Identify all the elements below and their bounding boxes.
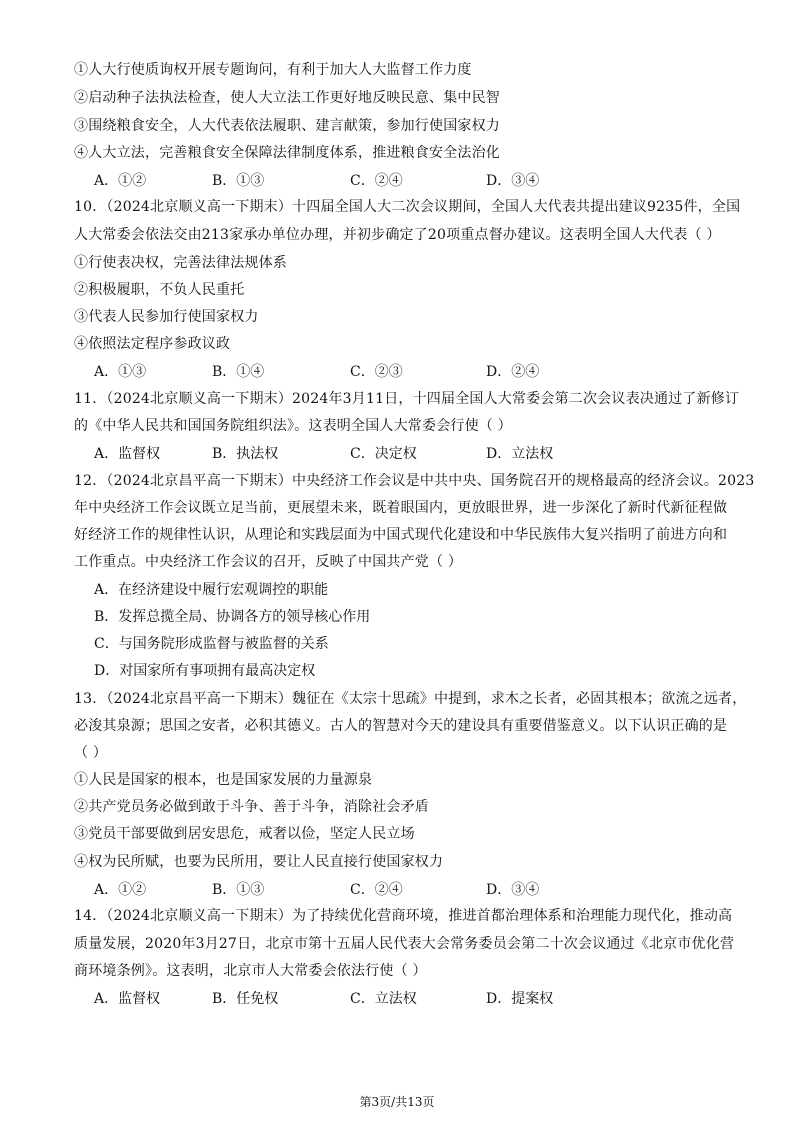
q14-option-c: C．立法权 — [350, 991, 417, 1007]
q13-stem-line-3: （ ） — [74, 745, 108, 761]
q11-option-d: D．立法权 — [486, 446, 554, 462]
q12-option-a: A．在经济建设中履行宏观调控的职能 — [94, 582, 329, 598]
q10-option-c: C．②③ — [350, 364, 403, 380]
q9-item-1: ①人大行使质询权开展专题询问，有利于加大人大监督工作力度 — [74, 62, 472, 78]
q14-option-b: B．任免权 — [212, 991, 279, 1007]
q14-stem-line-2: 质量发展，2020年3月27日，北京市第十五届人民代表大会常务委员会第二十次会议通过《北京市优化营 — [74, 936, 735, 952]
page-number-footer: 第3页/共13页 — [359, 1095, 435, 1109]
q11-option-b: B．执法权 — [212, 446, 279, 462]
q10-option-b: B．①④ — [212, 364, 265, 380]
q14-option-d: D．提案权 — [486, 991, 554, 1007]
q12-stem-line-2: 年中央经济工作会议既立足当前，更展望未来，既着眼国内，更放眼世界，进一步深化了新时代新征程做 — [74, 500, 728, 516]
q10-stem-line-2: 人大常委会依法交由213家承办单位办理，并初步确定了20项重点督办建议。这表明全国人大代表（ ） — [74, 227, 721, 243]
q14-option-a: A．监督权 — [94, 991, 161, 1007]
q9-item-3: ③围绕粮食安全，人大代表依法履职、建言献策，参加行使国家权力 — [74, 118, 500, 134]
q10-option-a: A．①③ — [94, 364, 147, 380]
q10-option-d: D．②④ — [486, 364, 540, 380]
q14-stem-line-3: 商环境条例》。这表明，北京市人大常委会依法行使（ ） — [74, 963, 427, 979]
q13-item-3: ③党员干部要做到居安思危，戒奢以俭，坚定人民立场 — [74, 826, 415, 842]
q10-item-3: ③代表人民参加行使国家权力 — [74, 309, 259, 325]
q11-stem-line-1: 11．（2024北京顺义高一下期末）2024年3月11日，十四届全国人大常委会第二次会议表决通过了新修订 — [74, 391, 740, 407]
q11-option-c: C．决定权 — [350, 446, 417, 462]
q9-option-b: B．①③ — [212, 173, 265, 189]
q9-option-d: D．③④ — [486, 173, 540, 189]
q11-stem-line-2: 的《中华人民共和国国务院组织法》。这表明全国人大常委会行使（ ） — [74, 418, 512, 434]
q13-stem-line-1: 13．（2024北京昌平高一下期末）魏征在《太宗十思疏》中提到，求木之长者，必固其根本；欲流之远者， — [74, 691, 747, 707]
q13-option-a: A．①② — [94, 882, 147, 898]
q12-option-b: B．发挥总揽全局、协调各方的领导核心作用 — [94, 609, 371, 625]
q11-option-a: A．监督权 — [94, 446, 161, 462]
q9-option-a: A．①② — [94, 173, 147, 189]
q13-stem-line-2: 必浚其泉源；思国之安者，必积其德义。古人的智慧对今天的建设具有重要借鉴意义。以下认识正确的是 — [74, 718, 728, 734]
q13-item-1: ①人民是国家的根本，也是国家发展的力量源泉 — [74, 772, 373, 788]
q13-item-4: ④权为民所赋，也要为民所用，要让人民直接行使国家权力 — [74, 854, 444, 870]
q13-item-2: ②共产党员务必做到敢于斗争、善于斗争，消除社会矛盾 — [74, 799, 429, 815]
q10-item-1: ①行使表决权，完善法律法规体系 — [74, 255, 287, 271]
q13-option-c: C．②④ — [350, 882, 403, 898]
q12-stem-line-3: 好经济工作的规律性认识，从理论和实践层面为中国式现代化建设和中华民族伟大复兴指明了前进方向和 — [74, 527, 728, 543]
q13-option-d: D．③④ — [486, 882, 540, 898]
q12-stem-line-1: 12．（2024北京昌平高一下期末）中央经济工作会议是中共中央、国务院召开的规格最高的经济会议。2023 — [74, 473, 755, 489]
q12-stem-line-4: 工作重点。中央经济工作会议的召开，反映了中国共产党（ ） — [74, 554, 463, 570]
q14-stem-line-1: 14．（2024北京顺义高一下期末）为了持续优化营商环境，推进首都治理体系和治理能力现代化，推动高 — [74, 908, 733, 924]
q10-stem-line-1: 10．（2024北京顺义高一下期末）十四届全国人大二次会议期间，全国人大代表共提出建议9235件，全国 — [74, 199, 741, 215]
q10-item-2: ②积极履职，不负人民重托 — [74, 282, 245, 298]
q9-option-c: C．②④ — [350, 173, 403, 189]
q12-option-c: C．与国务院形成监督与被监督的关系 — [94, 636, 329, 652]
q9-item-4: ④人大立法，完善粮食安全保障法律制度体系，推进粮食安全法治化 — [74, 145, 500, 161]
q12-option-d: D．对国家所有事项拥有最高决定权 — [94, 663, 316, 679]
q10-item-4: ④依照法定程序参政议政 — [74, 336, 231, 352]
q9-item-2: ②启动种子法执法检查，使人大立法工作更好地反映民意、集中民智 — [74, 90, 500, 106]
q13-option-b: B．①③ — [212, 882, 265, 898]
